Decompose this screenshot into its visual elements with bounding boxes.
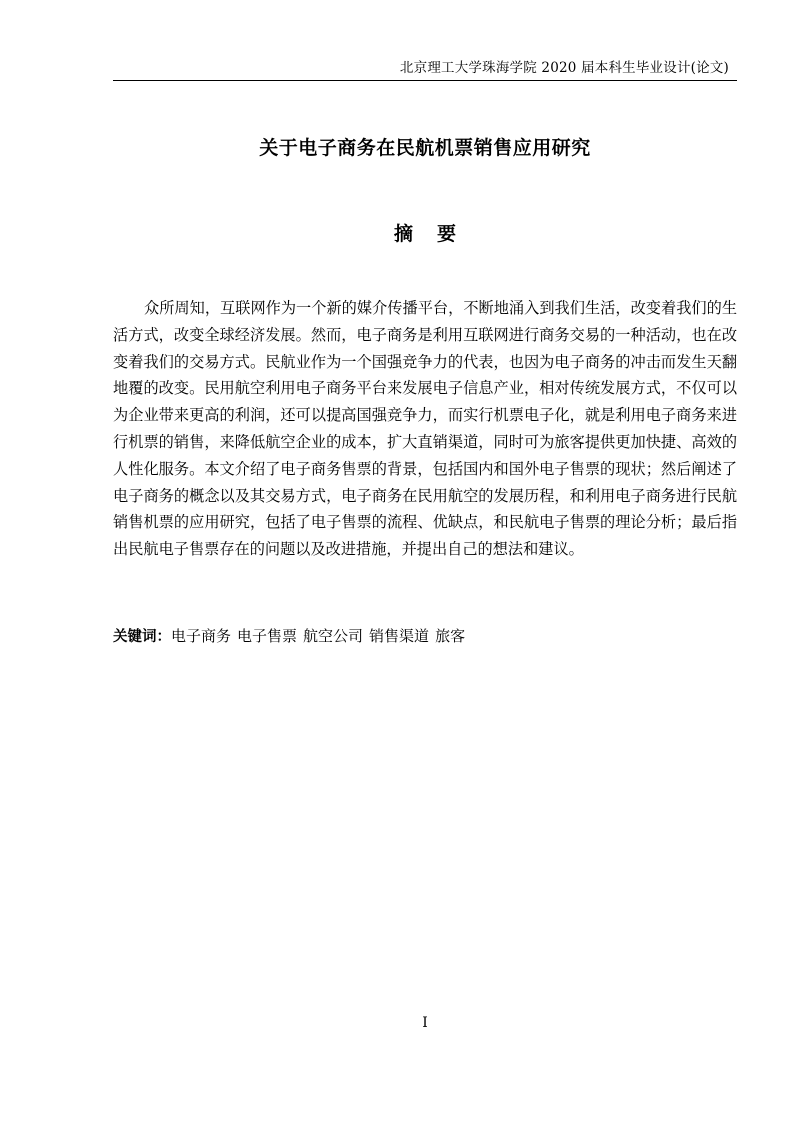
keyword-item: 电子商务 [171, 627, 232, 645]
header-rule [113, 80, 737, 81]
keyword-item: 销售渠道 [369, 627, 430, 645]
keywords-label: 关键词： [113, 629, 171, 645]
paper-title: 关于电子商务在民航机票销售应用研究 [259, 137, 591, 159]
keyword-item: 电子售票 [237, 627, 298, 645]
keyword-item: 航空公司 [303, 627, 364, 645]
page-number: I [422, 1015, 428, 1031]
keywords-line [113, 624, 737, 649]
keyword-item: 旅客 [435, 627, 466, 645]
abstract-body: 众所周知，互联网作为一个新的媒介传播平台，不断地涌入到我们生活，改变着我们的生活方式，改变全球经济发展。然而，电子商务是利用互联网进行商务交易的一种活动，也在改变着我们的交易方式。民航业作为一个国强竞争力的代表，也因为电子商务的冲击而发生天翻地覆的改变。民用航空利用电子商务平台来发展电子信息产业，相对传统发展方式，不仅可以为企业带来更高的利润，还可以提高国强竞争力，而实行机票电子化，就是利用电子商务来进行机票的销售，来降低航空企业的成本，扩大直销渠道，同时可为旅客提供更加快捷、高效的人性化服务。本文介绍了电子商务售票的背景，包括国内和国外电子售票的现状；然后阐述了电子商务的概念以及其交易方式，电子商务在民用航空的发展历程，和利用电子商务进行民航销售机票的应用研究，包括了电子售票的流程、优缺点，和民航电子售票的理论分析；最后指出民航电子售票存在的问题以及改进措施，并提出自己的想法和建议。 [113, 299, 737, 559]
abstract-heading: 摘要 [393, 223, 480, 245]
running-header: 北京理工大学珠海学院 2020 届本科生毕业设计(论文) [399, 60, 729, 76]
